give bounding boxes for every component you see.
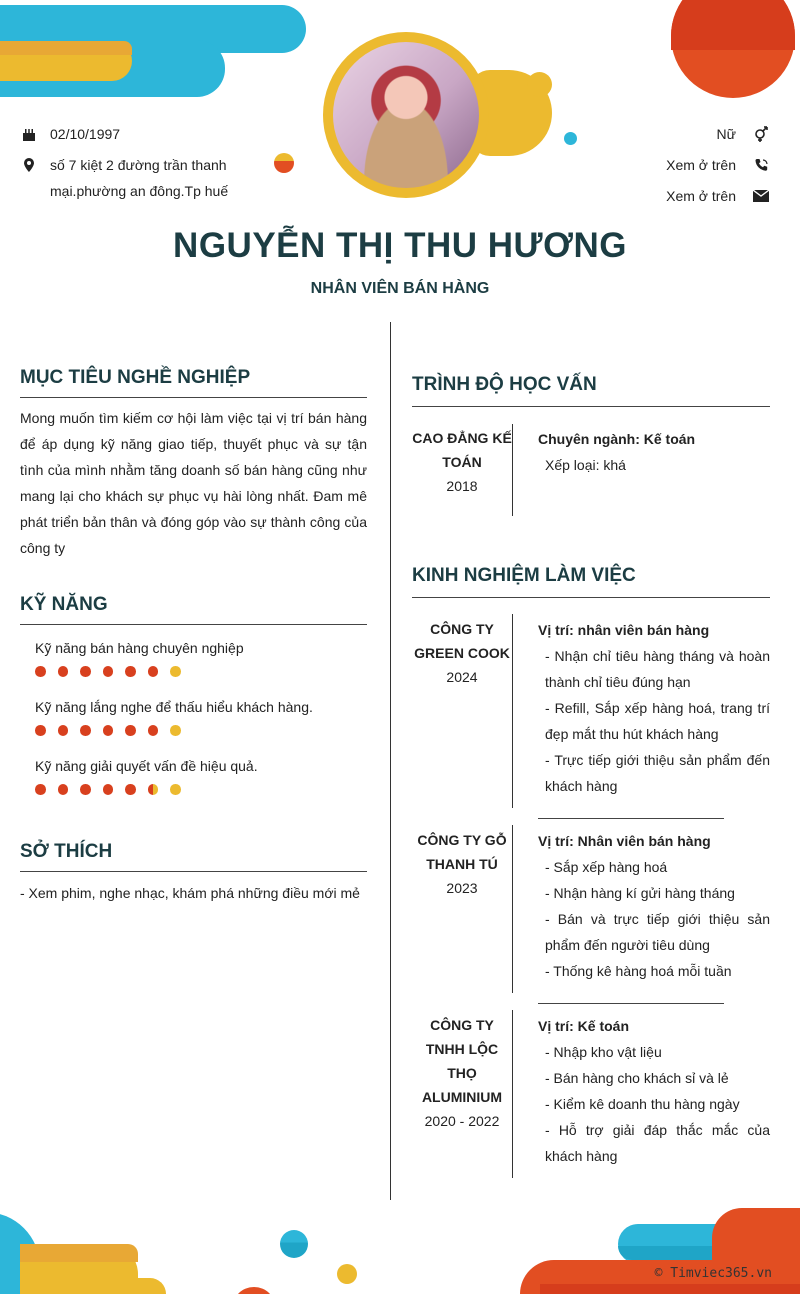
rating-dot [58,666,69,677]
education-grade: Xếp loại: khá [545,457,626,473]
rating-dot [80,784,91,795]
job-duty: - Bán và trực tiếp giới thiệu sản phẩm đến người tiêu dùng [545,911,770,953]
education-title: TRÌNH ĐỘ HỌC VẤN [412,374,597,395]
decor-red-dot [274,153,294,173]
rating-dot [58,725,69,736]
hobbies-text: - Xem phim, nghe nhạc, khám phá những điều mới mẻ [20,885,360,901]
rating-dot [35,725,46,736]
decor-top-left-yellow-2 [0,41,132,55]
hobbies-divider [20,871,367,872]
rating-dot [80,666,91,677]
company-name-line: CÔNG TY [430,621,494,637]
job-duty: - Nhận chỉ tiêu hàng tháng và hoàn thành chỉ tiêu đúng hạn [545,648,770,690]
job-period: 2023 [446,880,478,896]
footer-credit: © Timviec365.vn [654,1266,772,1281]
skill-rating [35,725,181,736]
birthday-text: 02/10/1997 [50,126,121,142]
envelope-icon [752,187,770,205]
rating-dot [103,666,114,677]
job-duty: - Thống kê hàng hoá mỗi tuần [545,963,732,979]
job-role: Vị trí: Nhân viên bán hàng [538,833,711,849]
job-company [412,1013,512,1133]
rating-dot [170,666,181,677]
rating-dot [148,666,159,677]
experience-divider [412,597,770,598]
candidate-name: NGUYỄN THỊ THU HƯƠNG [173,226,627,265]
skills-divider [20,624,367,625]
education-year: 2018 [446,478,478,494]
address-row [20,152,235,204]
experience-title: KINH NGHIỆM LÀM VIỆC [412,565,636,586]
rating-dot [170,725,181,736]
job-role: Vị trí: nhân viên bán hàng [538,622,710,638]
job-duty: - Trực tiếp giới thiệu sản phẩm đến khách hàng [545,752,770,794]
education-divider [412,406,770,407]
objective-title: MỤC TIÊU NGHỀ NGHIỆP [20,367,251,388]
company-name-line: GREEN COOK [414,645,510,661]
job-duty: - Nhập kho vật liệu [545,1044,662,1060]
rating-dot [125,725,136,736]
company-name-line: CÔNG TY GỖ [417,832,507,848]
decor-yellow-dot [527,72,552,97]
company-name-line: ALUMINIUM [421,1089,503,1105]
education-school [412,426,512,498]
rating-dot [35,666,46,677]
job-details [538,1013,770,1169]
job-duty: - Nhận hàng kí gửi hàng tháng [545,885,735,901]
avatar [333,42,479,188]
job-details [538,828,770,984]
phone-icon [752,156,770,174]
company-name-line: TNHH LỘC [425,1041,499,1057]
skill-rating [35,666,181,677]
objective-divider [20,397,367,398]
rating-dot [125,666,136,677]
job-divider [538,818,724,819]
phone-row [560,152,770,178]
job-period: 2024 [446,669,478,685]
job-title: NHÂN VIÊN BÁN HÀNG [310,280,490,297]
rating-dot [58,784,69,795]
decor-top-right-red [671,0,795,50]
rating-dot [103,784,114,795]
job-separator [512,825,513,993]
phone-text: Xem ở trên [666,157,736,173]
email-row [560,183,770,209]
job-separator [512,1010,513,1178]
job-duty: - Kiểm kê doanh thu hàng ngày [545,1096,740,1112]
job-divider [538,1003,724,1004]
education-details [538,426,770,478]
decor-bottom-orange-arc [232,1287,276,1294]
rating-dot [125,784,136,795]
job-company [412,617,512,689]
skill-label: Kỹ năng lắng nghe để thấu hiểu khách hàng. [35,699,313,715]
company-name-line: CÔNG TY [430,1017,494,1033]
job-duty: - Refill, Sắp xếp hàng hoá, trang trí đẹp mắt thu hút khách hàng [545,700,770,742]
job-period: 2020 - 2022 [424,1113,500,1129]
job-details [538,617,770,799]
job-duty: - Hỗ trợ giải đáp thắc mắc của khách hàng [545,1122,770,1164]
job-duty: - Bán hàng cho khách sỉ và lẻ [545,1070,729,1086]
skill-label: Kỹ năng bán hàng chuyên nghiệp [35,640,244,656]
cake-icon [20,125,38,143]
hobbies-title: SỞ THÍCH [20,841,113,862]
rating-dot [148,725,159,736]
company-name-line: THỌ [447,1065,477,1081]
location-pin-icon [20,156,38,174]
column-divider [390,322,391,1200]
education-separator [512,424,513,516]
job-separator [512,614,513,808]
decor-bottom-right-red [540,1284,800,1294]
skills-title: KỸ NĂNG [20,594,108,615]
decor-bottom-left-yellow-3 [60,1278,166,1294]
objective-text: Mong muốn tìm kiếm cơ hội làm việc tại vị trí bán hàng để áp dụng kỹ năng giao tiếp, thuyết phục và sự tận tình của mình nhằm tăng doanh số bán hàng cũng như mang lại cho khách sự phục vụ hài lòng nhất. Đam mê phát triển bản thân và đóng góp vào sự thành công của công ty [20,410,367,556]
gender-row [560,121,770,147]
company-name-line: THANH TÚ [426,856,498,872]
rating-dot [170,784,181,795]
education-major: Chuyên ngành: Kế toán [538,431,696,447]
skill-label: Kỹ năng giải quyết vấn đề hiệu quả. [35,758,258,774]
email-text: Xem ở trên [666,188,736,204]
rating-dot [80,725,91,736]
job-company [412,828,512,900]
birthday-row [20,121,270,147]
address-text: số 7 kiệt 2 đường trần thanh mại.phường an đông.Tp huế [50,157,229,199]
gender-text: Nữ [716,126,736,142]
rating-dot [148,784,159,795]
job-duty: - Sắp xếp hàng hoá [545,859,668,875]
decor-bottom-right-orange [712,1208,800,1268]
decor-bottom-blue-dot [280,1230,308,1258]
job-role: Vị trí: Kế toán [538,1018,630,1034]
gender-icon [752,125,770,143]
rating-dot [103,725,114,736]
school-name-line: TOÁN [442,454,482,470]
rating-dot [35,784,46,795]
school-name-line: CAO ĐẲNG KẾ [412,430,512,446]
decor-bottom-yellow-dot [337,1264,357,1284]
skill-rating [35,784,181,795]
decor-bottom-left-yellow-2 [20,1244,138,1262]
